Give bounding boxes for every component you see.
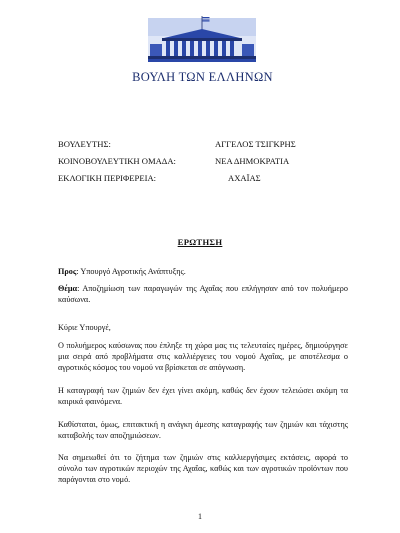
to-label: Προς (58, 267, 77, 276)
mp-value: ΑΓΓΕΛΟΣ ΤΣΙΓΚΡΗΣ (215, 139, 296, 149)
parliament-title: ΒΟΥΛΗ ΤΩΝ ΕΛΛΗΝΩΝ (132, 70, 273, 84)
mp-label: ΒΟΥΛΕΥΤΗΣ: (58, 139, 111, 149)
parliament-logo (148, 14, 256, 66)
body-paragraph-4: Να σημειωθεί ότι το ζήτημα των ζημιών στις καλλιεργήσιμες εκτάσεις, αφορά το σύνολο των αγροτικών περιοχών της Αχαΐας, καθώς και των αγροτικών προϊόντων που παράγονται στο νομό. (58, 453, 348, 485)
body-paragraph-2: Η καταγραφή των ζημιών δεν έχει γίνει ακόμη, καθώς δεν έχουν τελειώσει ακόμη τα καιρικά φαινόμενα. (58, 386, 348, 407)
subject-text: : Αποζημίωση των παραγωγών της Αχαΐας που επλήγησαν από τον πολυήμερο καύσωνα. (58, 284, 348, 305)
document-heading: ΕΡΩΤΗΣΗ (177, 237, 223, 247)
body-paragraph-1: Ο πολυήμερος καύσωνας που έπληξε τη χώρα μας τις τελευταίες ημέρες, δημιούργησε μια σειρά από προβλήματα στις καλλιέργειες του νομού Αχαΐας, με αποτέλεσμα ο αγροτικός κόσμος του νομού να βρίσκεται σε απόγνωση. (58, 341, 348, 373)
parliamentary-group-label: ΚΟΙΝΟΒΟΥΛΕΥΤΙΚΗ ΟΜΑΔΑ: (58, 156, 176, 166)
body-paragraph-3: Καθίσταται, όμως, επιτακτική η ανάγκη άμεσης καταγραφής των ζημιών και τάχιστης καταβολής των αποζημιώσεων. (58, 420, 348, 441)
electoral-district-label: ΕΚΛΟΓΙΚΗ ΠΕΡΙΦΕΡΕΙΑ: (58, 173, 157, 183)
salutation: Κύριε Υπουργέ, (58, 323, 111, 332)
subject-line (58, 283, 348, 305)
subject-label: Θέμα (58, 284, 78, 293)
page-number: 1 (198, 512, 202, 521)
parliamentary-group-value: ΝΕΑ ΔΗΜΟΚΡΑΤΙΑ (215, 156, 290, 166)
hellenic-parliament-building-icon (148, 14, 256, 66)
electoral-district-value: ΑΧΑΪΑΣ (228, 173, 261, 183)
to-text: : Υπουργό Αγροτικής Ανάπτυξης. (76, 267, 186, 276)
addressee-line (58, 266, 348, 277)
